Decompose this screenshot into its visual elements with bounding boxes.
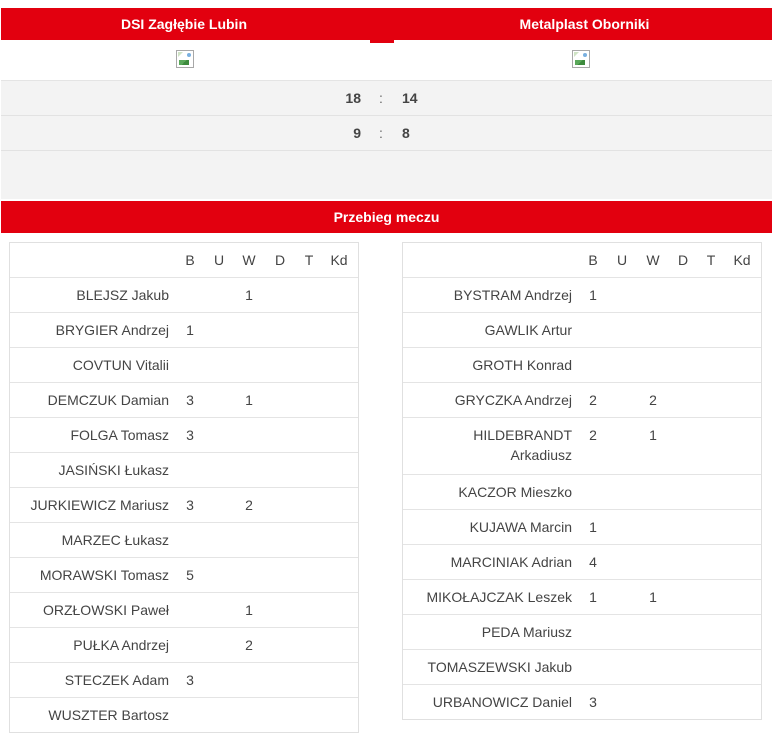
column-header: Kd bbox=[733, 252, 751, 268]
player-row bbox=[403, 614, 761, 649]
stat-cell: 1 bbox=[245, 287, 253, 303]
column-header: T bbox=[304, 252, 314, 268]
player-name[interactable]: ORZŁOWSKI Paweł bbox=[42, 602, 169, 618]
halftime-score-row bbox=[1, 116, 772, 151]
player-name[interactable]: URBANOWICZ Daniel bbox=[432, 694, 572, 710]
player-name[interactable]: TOMASZEWSKI Jakub bbox=[427, 659, 572, 675]
player-name[interactable]: GAWLIK Artur bbox=[484, 322, 572, 338]
player-row bbox=[10, 662, 358, 697]
stat-cell: 1 bbox=[649, 427, 657, 443]
player-name[interactable]: KUJAWA Marcin bbox=[469, 519, 572, 535]
stat-cell: 1 bbox=[245, 602, 253, 618]
table-header-row bbox=[403, 243, 761, 277]
stat-cell: 5 bbox=[186, 567, 194, 583]
player-row bbox=[403, 579, 761, 614]
score-separator: : bbox=[379, 125, 383, 141]
away-score: 14 bbox=[402, 90, 418, 106]
stat-cell: 1 bbox=[589, 519, 597, 535]
player-row bbox=[10, 347, 358, 382]
stat-cell: 1 bbox=[186, 322, 194, 338]
column-header: D bbox=[677, 252, 689, 268]
player-row bbox=[403, 417, 761, 474]
match-header bbox=[1, 8, 772, 40]
stat-cell: 3 bbox=[589, 694, 597, 710]
player-row bbox=[403, 509, 761, 544]
score-separator: : bbox=[379, 90, 383, 106]
player-name[interactable]: GRYCZKA Andrzej bbox=[454, 392, 572, 408]
stat-cell: 3 bbox=[186, 392, 194, 408]
column-header: T bbox=[706, 252, 716, 268]
stat-cell: 2 bbox=[589, 427, 597, 443]
home-team-name[interactable]: DSI Zagłębie Lubin bbox=[120, 16, 247, 32]
player-row bbox=[10, 522, 358, 557]
player-row bbox=[10, 417, 358, 452]
column-header: W bbox=[646, 252, 660, 268]
player-name[interactable]: BRYGIER Andrzej bbox=[55, 322, 169, 338]
stat-cell: 1 bbox=[589, 589, 597, 605]
away-score: 8 bbox=[402, 125, 410, 141]
player-row bbox=[10, 382, 358, 417]
player-name[interactable]: BYSTRAM Andrzej bbox=[453, 287, 572, 303]
player-name[interactable]: PUŁKA Andrzej bbox=[73, 637, 169, 653]
player-name[interactable]: MIKOŁAJCZAK Leszek bbox=[426, 589, 572, 605]
column-header: U bbox=[616, 252, 628, 268]
player-name[interactable]: DEMCZUK Damian bbox=[47, 392, 169, 408]
broken-image-icon[interactable] bbox=[176, 50, 194, 68]
stat-cell: 2 bbox=[245, 637, 253, 653]
player-row bbox=[10, 592, 358, 627]
home-players-table bbox=[9, 242, 359, 733]
player-name[interactable]: MARZEC Łukasz bbox=[61, 532, 169, 548]
player-name[interactable]: WUSZTER Bartosz bbox=[48, 707, 169, 723]
player-row bbox=[403, 382, 761, 417]
home-score: 9 bbox=[353, 125, 361, 141]
player-row bbox=[10, 487, 358, 522]
player-row bbox=[403, 312, 761, 347]
player-name[interactable]: GROTH Konrad bbox=[472, 357, 572, 373]
player-name[interactable]: PEDA Mariusz bbox=[481, 624, 572, 640]
player-name[interactable]: JASIŃSKI Łukasz bbox=[58, 462, 169, 478]
player-name[interactable]: COVTUN Vitalii bbox=[72, 357, 169, 373]
away-players-table bbox=[402, 242, 762, 720]
player-name[interactable]: HILDEBRANDT Arkadiusz bbox=[473, 427, 572, 463]
player-row bbox=[10, 557, 358, 592]
column-header: B bbox=[185, 252, 195, 268]
player-name[interactable]: STECZEK Adam bbox=[64, 672, 169, 688]
home-score: 18 bbox=[345, 90, 361, 106]
broken-image-icon[interactable] bbox=[572, 50, 590, 68]
column-header: W bbox=[242, 252, 256, 268]
stat-cell: 3 bbox=[186, 672, 194, 688]
player-row bbox=[403, 277, 761, 312]
stat-cell: 1 bbox=[245, 392, 253, 408]
column-header: U bbox=[213, 252, 225, 268]
player-name[interactable]: MARCINIAK Adrian bbox=[450, 554, 572, 570]
stat-cell: 4 bbox=[589, 554, 597, 570]
player-row bbox=[403, 684, 761, 719]
player-row bbox=[10, 452, 358, 487]
stat-cell: 2 bbox=[589, 392, 597, 408]
stat-cell: 2 bbox=[245, 497, 253, 513]
empty-info-row bbox=[1, 151, 772, 199]
player-name[interactable]: BLEJSZ Jakub bbox=[76, 287, 169, 303]
score-row bbox=[1, 81, 772, 116]
player-name[interactable]: MORAWSKI Tomasz bbox=[39, 567, 169, 583]
column-header: D bbox=[274, 252, 286, 268]
away-team-name[interactable]: Metalplast Oborniki bbox=[519, 16, 650, 32]
player-row bbox=[10, 627, 358, 662]
player-row bbox=[10, 697, 358, 732]
stat-cell: 1 bbox=[649, 589, 657, 605]
stat-cell: 3 bbox=[186, 427, 194, 443]
player-row bbox=[403, 474, 761, 509]
player-name[interactable]: FOLGA Tomasz bbox=[70, 427, 169, 443]
player-name[interactable]: KACZOR Mieszko bbox=[458, 484, 572, 500]
column-header: B bbox=[588, 252, 598, 268]
stat-cell: 3 bbox=[186, 497, 194, 513]
table-header-row bbox=[10, 243, 358, 277]
player-name[interactable]: JURKIEWICZ Mariusz bbox=[30, 497, 169, 513]
player-row bbox=[403, 544, 761, 579]
player-row bbox=[403, 649, 761, 684]
stat-cell: 2 bbox=[649, 392, 657, 408]
player-row bbox=[403, 347, 761, 382]
player-row bbox=[10, 312, 358, 347]
stat-cell: 1 bbox=[589, 287, 597, 303]
player-row bbox=[10, 277, 358, 312]
section-title: Przebieg meczu bbox=[1, 201, 772, 233]
team-logos bbox=[1, 40, 772, 81]
column-header: Kd bbox=[330, 252, 348, 268]
